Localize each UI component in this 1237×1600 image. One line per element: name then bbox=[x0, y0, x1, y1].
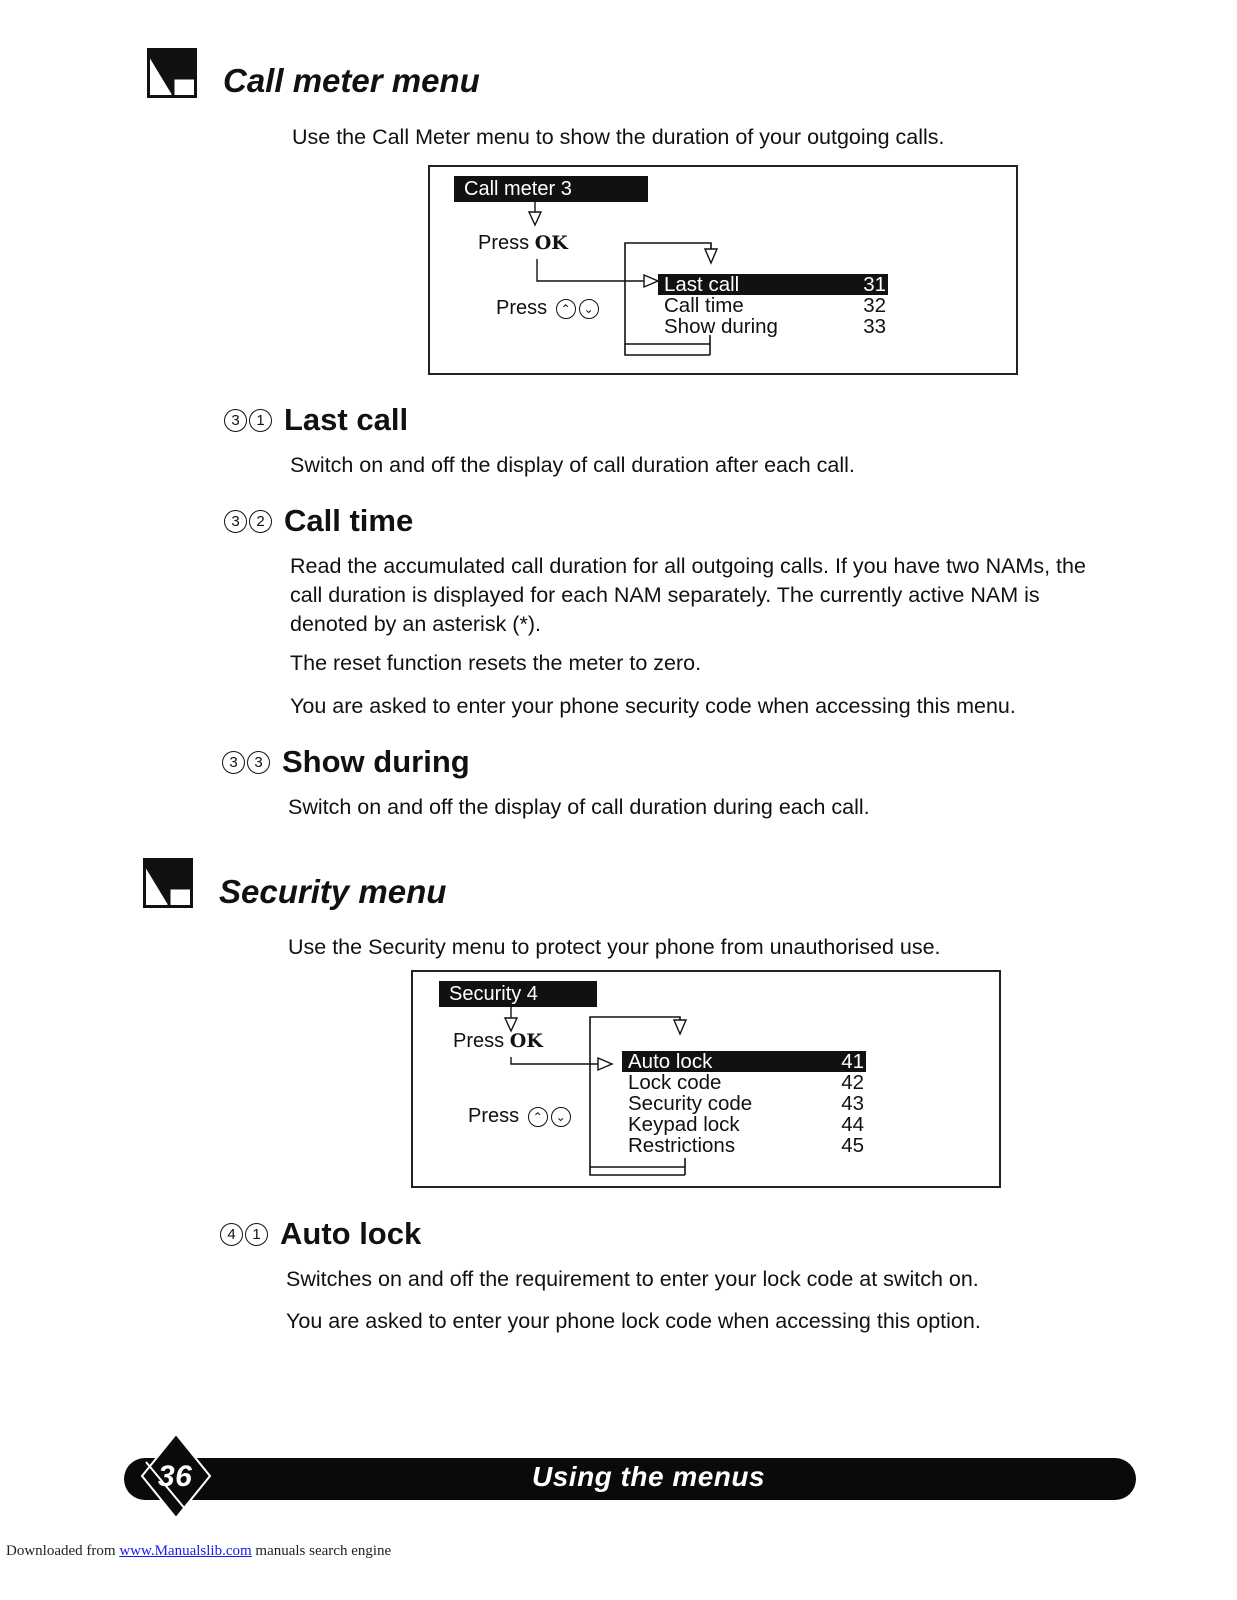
menu-number-icon: 4 1 bbox=[220, 1223, 270, 1246]
security-diagram bbox=[411, 970, 1001, 1188]
auto-lock-text-2: You are asked to enter your phone lock code when accessing this option. bbox=[286, 1309, 981, 1333]
press-ok-label: Press OK bbox=[478, 232, 568, 254]
press-scroll-label: Press ⌃ ⌄ bbox=[496, 297, 599, 320]
last-call-text: Switch on and off the display of call duration after each call. bbox=[290, 453, 855, 477]
menu-header: Security 4 bbox=[439, 981, 597, 1007]
call-time-text-3: You are asked to enter your phone security code when accessing this menu. bbox=[290, 694, 1016, 718]
press-scroll-label: Press ⌃ ⌄ bbox=[468, 1105, 571, 1128]
ok-key-label: OK bbox=[534, 232, 568, 254]
section-marker-icon bbox=[147, 48, 197, 98]
menu-number-icon: 3 1 bbox=[224, 409, 274, 432]
download-note: Downloaded from www.Manualslib.com manuals search engine bbox=[6, 1543, 392, 1559]
section-marker-icon bbox=[143, 858, 193, 908]
subsection-last-call: 3 1 Last call bbox=[224, 402, 408, 438]
call-meter-diagram bbox=[428, 165, 1018, 375]
menu-item: Restrictions 45 bbox=[628, 1134, 864, 1157]
auto-lock-text-1: Switches on and off the requirement to enter your lock code at switch on. bbox=[286, 1267, 979, 1291]
menu-item: Last call 31 bbox=[658, 274, 888, 295]
menu-item: Lock code 42 bbox=[628, 1071, 864, 1094]
menu-item: Keypad lock 44 bbox=[628, 1113, 864, 1136]
subsection-show-during: 3 3 Show during bbox=[222, 744, 470, 780]
call-time-text-2: The reset function resets the meter to zero. bbox=[290, 651, 702, 675]
menu-number-icon: 3 3 bbox=[222, 751, 272, 774]
security-title: Security menu bbox=[219, 873, 447, 910]
call-time-text-1: Read the accumulated call duration for all outgoing calls. If you have two NAMs, the call duration is displayed for each NAM separately. The currently active NAM is denoted by an asterisk (*). bbox=[290, 554, 1086, 636]
up-arrow-circle-icon: ⌃ bbox=[528, 1107, 548, 1127]
menu-item: Auto lock 41 bbox=[622, 1051, 866, 1072]
menu-item: Call time 32 bbox=[664, 294, 886, 317]
menu-item: Show during 33 bbox=[664, 315, 886, 338]
manualslib-link[interactable]: www.Manualslib.com bbox=[119, 1543, 252, 1559]
ok-key-label: OK bbox=[509, 1030, 543, 1052]
press-ok-label: Press OK bbox=[453, 1030, 543, 1052]
footer-section-title: Using the menus bbox=[532, 1461, 766, 1492]
menu-number-icon: 3 2 bbox=[224, 510, 274, 533]
flow-connector-lines bbox=[430, 167, 1016, 373]
down-arrow-circle-icon: ⌄ bbox=[551, 1107, 571, 1127]
security-intro: Use the Security menu to protect your phone from unauthorised use. bbox=[288, 935, 941, 959]
menu-header: Call meter 3 bbox=[454, 176, 648, 202]
call-meter-intro: Use the Call Meter menu to show the duration of your outgoing calls. bbox=[292, 125, 945, 149]
down-arrow-circle-icon: ⌄ bbox=[579, 299, 599, 319]
subsection-call-time: 3 2 Call time bbox=[224, 503, 413, 539]
subsection-auto-lock: 4 1 Auto lock bbox=[220, 1216, 421, 1252]
show-during-text: Switch on and off the display of call duration during each call. bbox=[288, 795, 870, 819]
up-arrow-circle-icon: ⌃ bbox=[556, 299, 576, 319]
page-number: 36 bbox=[158, 1460, 193, 1493]
security-menu-list bbox=[622, 1051, 866, 1156]
call-meter-menu-list bbox=[658, 274, 888, 337]
menu-item: Security code 43 bbox=[628, 1092, 864, 1115]
call-meter-title: Call meter menu bbox=[223, 62, 480, 99]
